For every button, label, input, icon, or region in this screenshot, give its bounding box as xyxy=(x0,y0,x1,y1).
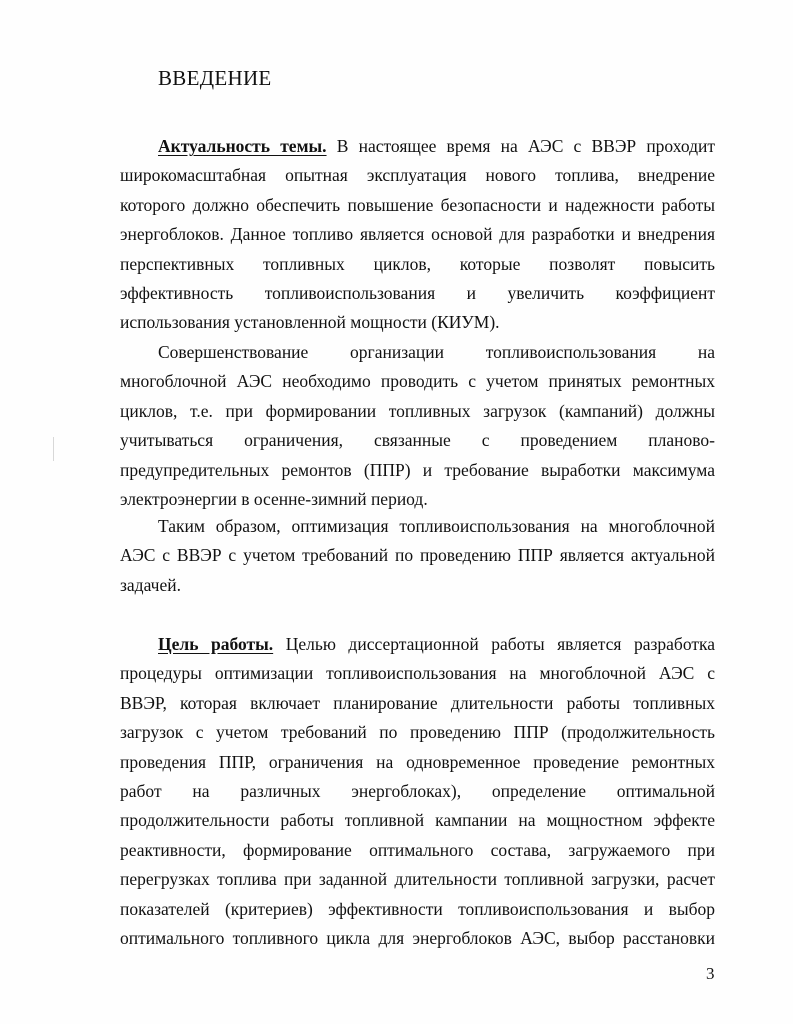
relevance-heading: Актуальность темы. xyxy=(158,136,327,156)
text-line: продолжительности работы топливной кампании на мощностном эффекте xyxy=(120,810,715,831)
improvement-paragraph xyxy=(120,338,715,514)
text-line: перегрузках топлива при заданной длительности топливной загрузки, расчет xyxy=(120,869,715,890)
text-line: Таким образом, оптимизация топливоиспользования на многоблочной xyxy=(158,516,715,536)
goal-paragraph xyxy=(120,630,715,953)
text-line: показателей (критериев) эффективности топливоиспользования и выбор xyxy=(120,898,715,919)
text-line: Цель работы. Целью диссертационной работы является разработка xyxy=(158,634,715,654)
text-line: предупредительных ремонтов (ППР) и требование выработки максимума xyxy=(120,459,715,480)
text-line: задачей. xyxy=(120,574,181,595)
text-line: эффективность топливоиспользования и увеличить коэффициент xyxy=(120,283,715,304)
relevance-paragraph xyxy=(120,132,715,338)
text-line: использования установленной мощности (КИУМ). xyxy=(120,312,500,333)
text-line: реактивности, формирование оптимального состава, загружаемого при xyxy=(120,839,715,860)
text-line: широкомасштабная опытная эксплуатация нового топлива, внедрение xyxy=(120,165,715,186)
text-line: процедуры оптимизации топливоиспользования на многоблочной АЭС с xyxy=(120,663,715,684)
text-line: проведения ППР, ограничения на одновременное проведение ремонтных xyxy=(120,751,715,772)
text-line: которого должно обеспечить повышение безопасности и надежности работы xyxy=(120,194,715,215)
page-title: ВВЕДЕНИЕ xyxy=(158,66,272,90)
text-line: Совершенствование организации топливоиспользования на xyxy=(158,342,715,362)
text-line: оптимального топливного цикла для энергоблоков АЭС, выбор расстановки xyxy=(120,928,715,949)
text-line: работ на различных энергоблоках), определение оптимальной xyxy=(120,781,715,802)
text-line: учитываться ограничения, связанные с проведением планово- xyxy=(120,430,715,451)
text-line: АЭС с ВВЭР с учетом требований по проведению ППР является актуальной xyxy=(120,545,715,566)
text-line: ВВЭР, которая включает планирование длительности работы топливных xyxy=(120,692,715,713)
text-line: загрузок с учетом требований по проведению ППР (продолжительность xyxy=(120,722,715,743)
text-line: энергоблоков. Данное топливо является основой для разработки и внедрения xyxy=(120,224,715,245)
goal-heading: Цель работы. xyxy=(158,634,274,654)
text-line: многоблочной АЭС необходимо проводить с учетом принятых ремонтных xyxy=(120,371,715,392)
conclusion-paragraph xyxy=(120,512,715,600)
page-number: 3 xyxy=(706,964,715,983)
text-line: перспективных топливных циклов, которые позволят повысить xyxy=(120,253,715,274)
text-line: циклов, т.е. при формировании топливных загрузок (кампаний) должны xyxy=(120,400,715,421)
text-line: электроэнергии в осенне-зимний период. xyxy=(120,489,428,510)
scan-artifact xyxy=(53,437,54,461)
text-line: Актуальность темы. В настоящее время на АЭС с ВВЭР проходит xyxy=(158,136,715,156)
